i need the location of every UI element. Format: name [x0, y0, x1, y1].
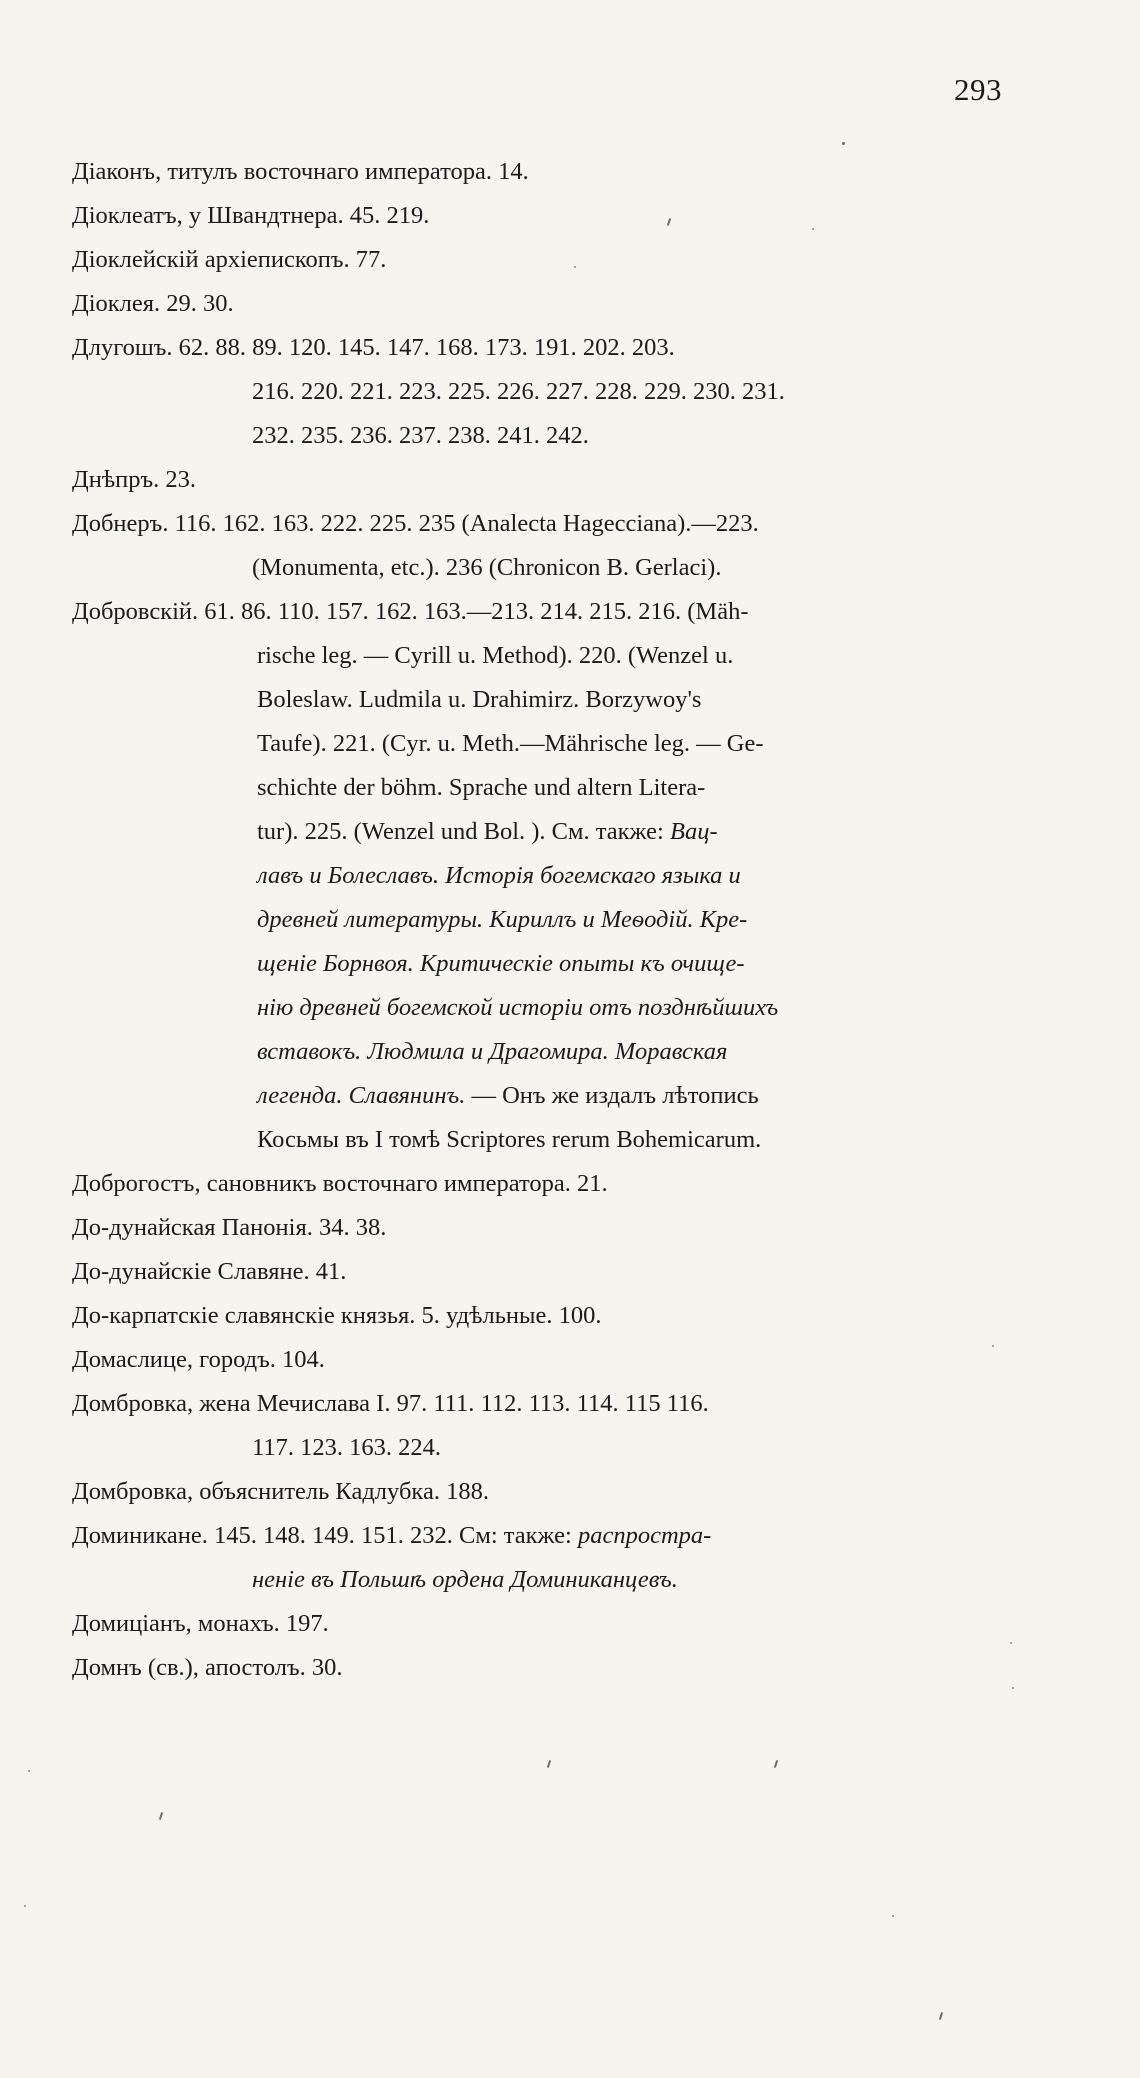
index-entry-domaslice — [72, 1338, 1012, 1382]
entry-line: Діоклейскій архіепископъ. 77. — [72, 246, 387, 273]
scan-speck — [842, 142, 845, 145]
cross-reference: легенда. Славянинъ. — [257, 1082, 466, 1109]
index-entries — [72, 150, 1012, 1690]
cross-reference: неніе въ Польшѣ ордена Доминиканцевъ. — [252, 1566, 678, 1593]
index-entry-diokleat — [72, 194, 1012, 238]
entry-continuation: Косьмы въ I томѣ Scriptores rerum Bohemicarum. — [257, 1126, 762, 1153]
index-entry-dominikane — [72, 1514, 1012, 1602]
entry-line: Домбровка, объяснитель Кадлубка. 188. — [72, 1478, 489, 1505]
scan-speck — [1012, 1687, 1014, 1689]
entry-text: — Онъ же издалъ лѣтопись — [471, 1082, 759, 1109]
index-entry-dnepr — [72, 458, 1012, 502]
entry-line: Діоклея. 29. 30. — [72, 290, 234, 317]
entry-line — [72, 1514, 1012, 1558]
entry-line: Домаслице, городъ. 104. — [72, 1346, 325, 1373]
entry-continuation: 216. 220. 221. 223. 225. 226. 227. 228. 229. 230. 231. — [252, 378, 785, 405]
index-entry-do-karpatskie — [72, 1294, 1012, 1338]
entry-line: Домнъ (св.), апостолъ. 30. — [72, 1654, 343, 1681]
index-entry-diokleya — [72, 282, 1012, 326]
entry-line: Днѣпръ. 23. — [72, 466, 197, 493]
index-entry-do-dunajskaya — [72, 1206, 1012, 1250]
scan-speck — [892, 1915, 894, 1917]
entry-continuation: rische leg. — Cyrill u. Method). 220. (Wenzel u. — [257, 642, 734, 669]
entry-line: Доброгостъ, сановникъ восточнаго императора. 21. — [72, 1170, 608, 1197]
entry-continuation: 232. 235. 236. 237. 238. 241. 242. — [252, 422, 589, 449]
index-entry-dombrovka-commentator — [72, 1470, 1012, 1514]
index-entry-domn — [72, 1646, 1012, 1690]
entry-text: tur). 225. (Wenzel und Bol. ). См. также: — [257, 818, 664, 845]
entry-line: Длугошъ. 62. 88. 89. 120. 145. 147. 168. 173. 191. 202. 203. — [72, 334, 675, 361]
index-entry-dlugosh — [72, 326, 1012, 458]
scan-speck — [547, 1760, 551, 1768]
entry-line: Діаконъ, титулъ восточнаго императора. 14. — [72, 158, 529, 185]
entry-line: Домиціанъ, монахъ. 197. — [72, 1610, 329, 1637]
index-entry-diakon — [72, 150, 1012, 194]
entry-line: До-карпатскіе славянскіе князья. 5. удѣльные. 100. — [72, 1302, 602, 1329]
scan-speck — [1010, 1642, 1012, 1644]
page-number: 293 — [954, 72, 1002, 107]
entry-continuation: Taufe). 221. (Cyr. u. Meth.—Mährische leg. — Ge- — [257, 730, 764, 757]
scan-speck — [774, 1760, 778, 1768]
entry-line: До-дунайскіе Славяне. 41. — [72, 1258, 347, 1285]
index-entry-do-dunajskie — [72, 1250, 1012, 1294]
entry-line: Добровскій. 61. 86. 110. 157. 162. 163.—213. 214. 215. 216. (Mäh- — [72, 598, 749, 625]
cross-reference: распростра- — [577, 1522, 712, 1549]
index-entry-dobrogost — [72, 1162, 1012, 1206]
cross-reference: древней литературы. Кириллъ и Меѳодій. Кре- — [257, 906, 748, 933]
index-entry-domician — [72, 1602, 1012, 1646]
entry-line: Діоклеатъ, у Швандтнера. 45. 219. — [72, 202, 430, 229]
cross-reference: Вац- — [669, 818, 718, 845]
entry-text: Доминикане. 145. 148. 149. 151. 232. См: также: — [72, 1522, 572, 1549]
index-entry-dobner — [72, 502, 1012, 590]
scan-speck — [574, 266, 576, 268]
entry-line: Добнеръ. 116. 162. 163. 222. 225. 235 (Analecta Hageccіana).—223. — [72, 510, 759, 537]
index-entry-dioklejskij — [72, 238, 1012, 282]
entry-line: Домбровка, жена Мечислава I. 97. 111. 112. 113. 114. 115 116. — [72, 1390, 709, 1417]
index-entry-dobrovskij — [72, 590, 1012, 1162]
scan-speck — [812, 228, 814, 230]
cross-reference: щеніе Борнвоя. Критическіе опыты къ очище- — [257, 950, 745, 977]
scan-speck — [159, 1812, 163, 1820]
cross-reference: нію древней богемской исторіи отъ позднѣйшихъ — [257, 994, 779, 1021]
entry-continuation — [72, 1074, 1012, 1118]
entry-continuation — [72, 810, 1012, 854]
entry-continuation: (Monumenta, etc.). 236 (Chronicon B. Gerlaci). — [252, 554, 722, 581]
entry-continuation: schichte der böhm. Sprache und altern Litera- — [257, 774, 706, 801]
scan-speck — [992, 1345, 994, 1347]
index-entry-dombrovka-wife — [72, 1382, 1012, 1470]
scan-speck — [939, 2012, 943, 2020]
entry-continuation: 117. 123. 163. 224. — [252, 1434, 441, 1461]
scan-speck — [28, 1770, 30, 1772]
scan-speck — [24, 1905, 26, 1907]
cross-reference: лавъ и Болеславъ. Исторія богемскаго языка и — [257, 862, 741, 889]
entry-line: До-дунайская Панонія. 34. 38. — [72, 1214, 387, 1241]
entry-continuation: Boleslaw. Ludmila u. Drahimirz. Borzywoy's — [257, 686, 702, 713]
cross-reference: вставокъ. Людмила и Драгомира. Моравская — [257, 1038, 728, 1065]
